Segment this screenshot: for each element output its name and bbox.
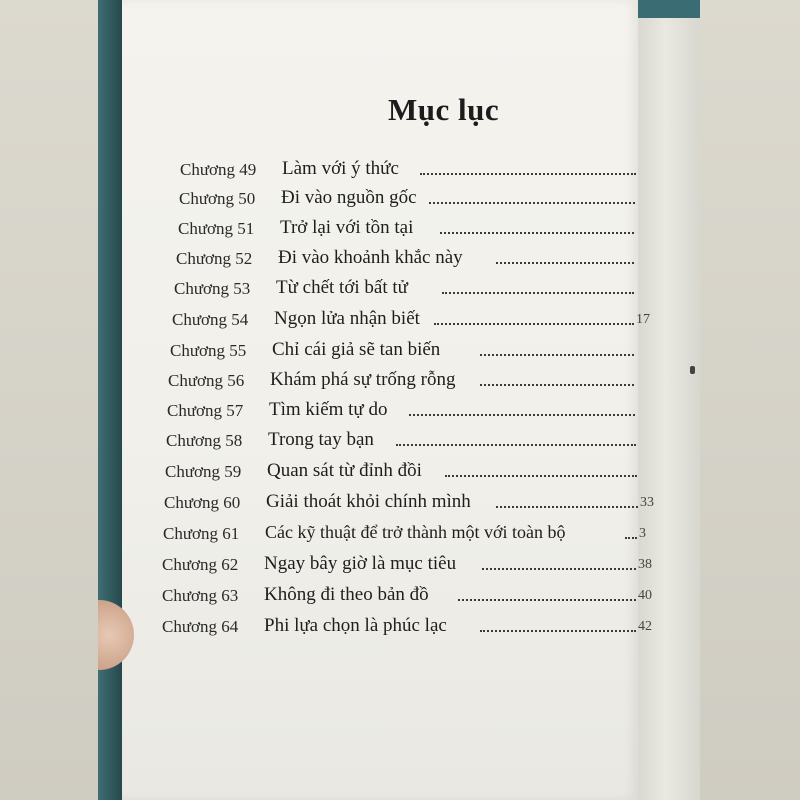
toc-chapter: Chương 63	[162, 586, 239, 605]
toc-title: Làm với ý thức	[282, 158, 399, 179]
toc-leader	[480, 384, 634, 386]
toc-chapter: Chương 61	[163, 524, 240, 543]
toc-title: Trở lại với tồn tại	[280, 217, 414, 238]
toc-page-number: 3	[639, 526, 646, 541]
toc-title: Tìm kiếm tự do	[269, 399, 388, 420]
page-title: Mục lục	[388, 92, 500, 127]
toc-leader	[429, 202, 635, 204]
toc-leader	[409, 414, 635, 416]
toc-title: Chỉ cái giả sẽ tan biến	[272, 339, 441, 360]
toc-leader	[440, 232, 634, 234]
toc-leader	[482, 568, 636, 570]
toc-title: Ngọn lửa nhận biết	[274, 308, 420, 329]
toc-chapter: Chương 64	[162, 617, 239, 636]
toc-page-number: 17	[636, 312, 650, 327]
toc-row-50	[179, 187, 659, 211]
toc-chapter: Chương 57	[167, 401, 244, 420]
toc-leader	[480, 630, 636, 632]
toc-chapter: Chương 54	[172, 310, 249, 329]
toc-page-number: 40	[638, 588, 652, 603]
toc-leader	[480, 354, 634, 356]
toc-leader	[496, 506, 638, 508]
toc-row-52	[176, 247, 656, 271]
toc-chapter: Chương 56	[168, 371, 245, 390]
toc-leader	[420, 173, 636, 175]
toc-chapter: Chương 53	[174, 279, 251, 298]
toc-row-60	[164, 491, 654, 515]
toc-leader	[625, 537, 637, 539]
toc-title: Đi vào khoảnh khắc này	[278, 247, 463, 268]
toc-page-number: 38	[638, 557, 652, 572]
toc-row-53	[174, 277, 654, 301]
toc-leader	[458, 599, 636, 601]
toc-title: Giải thoát khỏi chính mình	[266, 491, 471, 512]
toc-row-55	[170, 339, 650, 363]
toc-title: Ngay bây giờ là mục tiêu	[264, 553, 457, 574]
toc-row-63	[162, 584, 652, 608]
toc-title: Từ chết tới bất tử	[276, 277, 408, 298]
toc-row-57	[167, 399, 647, 423]
toc-leader	[396, 444, 636, 446]
toc-row-54	[172, 308, 652, 332]
toc-leader	[445, 475, 637, 477]
toc-title: Trong tay bạn	[268, 429, 374, 450]
toc-chapter: Chương 58	[166, 431, 243, 450]
toc-title: Không đi theo bản đồ	[264, 584, 429, 605]
toc-title: Khám phá sự trống rỗng	[270, 369, 456, 390]
toc-row-61	[163, 522, 646, 546]
toc-row-58	[166, 429, 646, 453]
toc-chapter: Chương 52	[176, 249, 253, 268]
toc-chapter: Chương 62	[162, 555, 239, 574]
toc-row-59	[165, 460, 645, 484]
toc-title: Quan sát từ đỉnh đồi	[267, 460, 422, 481]
toc-page-number: 42	[638, 619, 652, 634]
toc-chapter: Chương 51	[178, 219, 255, 238]
toc-row-64	[162, 615, 652, 639]
toc-chapter: Chương 55	[170, 341, 247, 360]
toc-chapter: Chương 60	[164, 493, 241, 512]
toc-leader	[442, 292, 634, 294]
toc-title: Các kỹ thuật để trở thành một với toàn bộ	[265, 522, 566, 542]
toc-leader	[496, 262, 634, 264]
toc-chapter: Chương 50	[179, 189, 256, 208]
toc-leader	[434, 323, 634, 325]
toc-row-62	[162, 553, 652, 577]
toc-row-51	[178, 217, 658, 241]
toc-title: Phi lựa chọn là phúc lạc	[264, 615, 447, 636]
toc-row-56	[168, 369, 648, 393]
toc-chapter: Chương 59	[165, 462, 242, 481]
toc-page-number: 33	[640, 495, 654, 510]
toc-row-49	[180, 158, 660, 182]
toc-chapter: Chương 49	[180, 160, 257, 179]
toc-title: Đi vào nguồn gốc	[281, 187, 417, 208]
